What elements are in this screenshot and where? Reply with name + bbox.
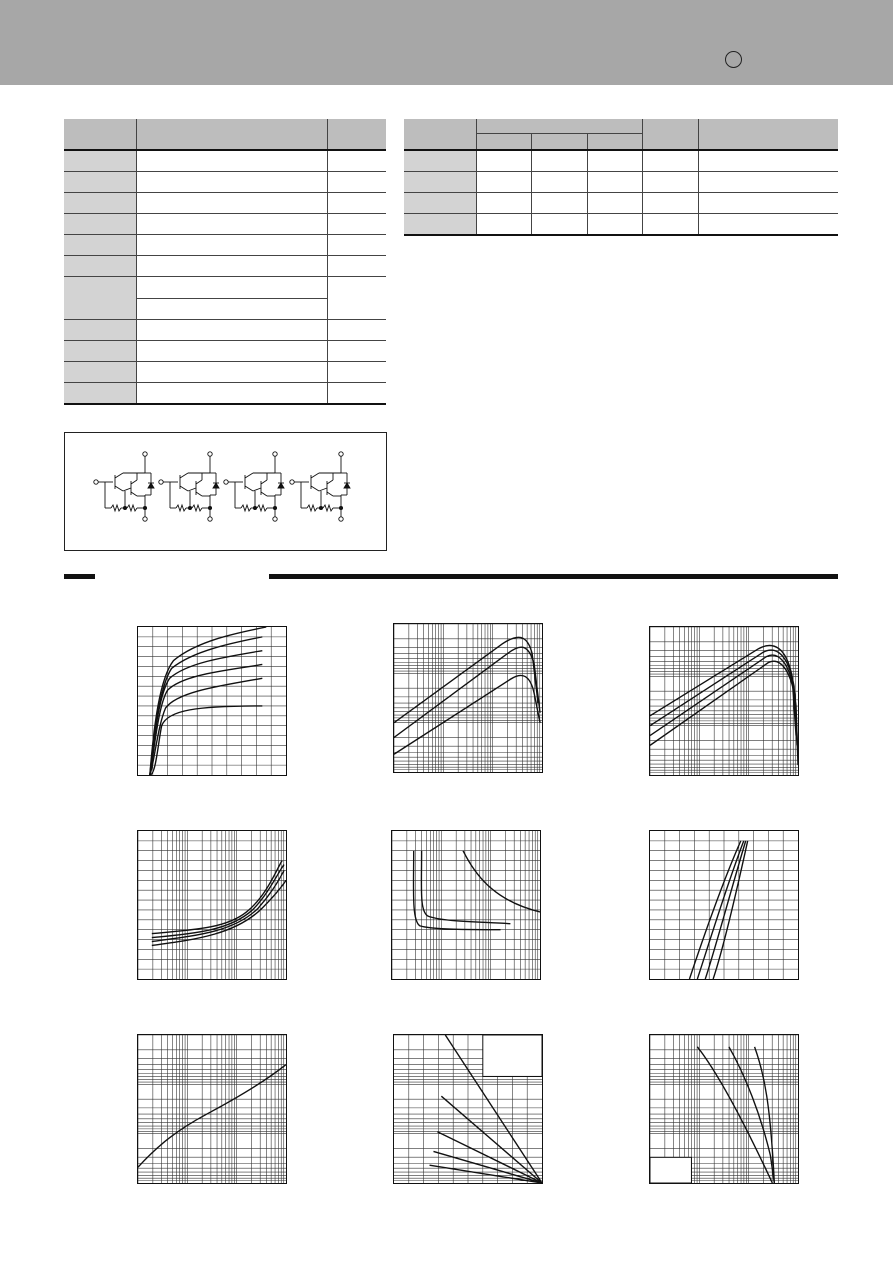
log-rising-curve-plot-icon: [138, 1035, 286, 1183]
graph-2: [393, 623, 543, 773]
table-header-cell: [698, 119, 838, 150]
table-row: [64, 277, 386, 299]
section-title: [100, 566, 265, 582]
graph-9: [649, 1034, 799, 1184]
graph-8: [393, 1034, 543, 1184]
table-header-cell: [643, 119, 699, 150]
table-row: [64, 193, 386, 214]
section-bar-right: [269, 574, 838, 579]
table-row: [404, 214, 838, 236]
table-header-cell: [532, 134, 588, 151]
table-row: [64, 320, 386, 341]
transfer-characteristics-plot-icon: [650, 831, 798, 979]
table-row: [64, 214, 386, 235]
safe-operating-area-plot-icon: [650, 1035, 798, 1183]
table-header-cell: [404, 119, 476, 150]
saturation-voltage-plot-icon: [138, 831, 286, 979]
ratings-table: [64, 119, 386, 405]
equivalent-circuit-icon: [65, 433, 386, 550]
table-row: [64, 362, 386, 383]
switching-time-plot-icon: [392, 831, 540, 979]
graph-1: [137, 626, 287, 776]
log-log-curve-plot-icon: [394, 624, 542, 772]
section-bar-left: [64, 574, 95, 579]
table-row: [64, 256, 386, 277]
table-row: [404, 193, 838, 214]
table-row: [64, 341, 386, 362]
table-row: [64, 235, 386, 256]
graph-3: [649, 626, 799, 776]
equivalent-circuit-box: [64, 432, 387, 551]
table-row: [64, 383, 386, 405]
circle-mark-icon: [725, 51, 742, 68]
table-header-cell: [476, 119, 643, 134]
table-header-cell: [64, 119, 137, 150]
graph-7: [137, 1034, 287, 1184]
log-log-curve-plot-icon: [650, 627, 798, 775]
output-characteristics-plot-icon: [138, 627, 286, 775]
characteristics-table: [404, 119, 838, 236]
table-row: [404, 150, 838, 172]
table-header-cell: [137, 119, 328, 150]
header-band: [0, 0, 893, 85]
graph-5: [391, 830, 541, 980]
table-header-cell: [476, 134, 532, 151]
derating-lines-plot-icon: [394, 1035, 542, 1183]
table-row: [64, 172, 386, 193]
table-row: [64, 150, 386, 172]
table-header-cell: [328, 119, 387, 150]
table-header-cell: [587, 134, 643, 151]
graph-6: [649, 830, 799, 980]
table-row: [404, 172, 838, 193]
graph-4: [137, 830, 287, 980]
